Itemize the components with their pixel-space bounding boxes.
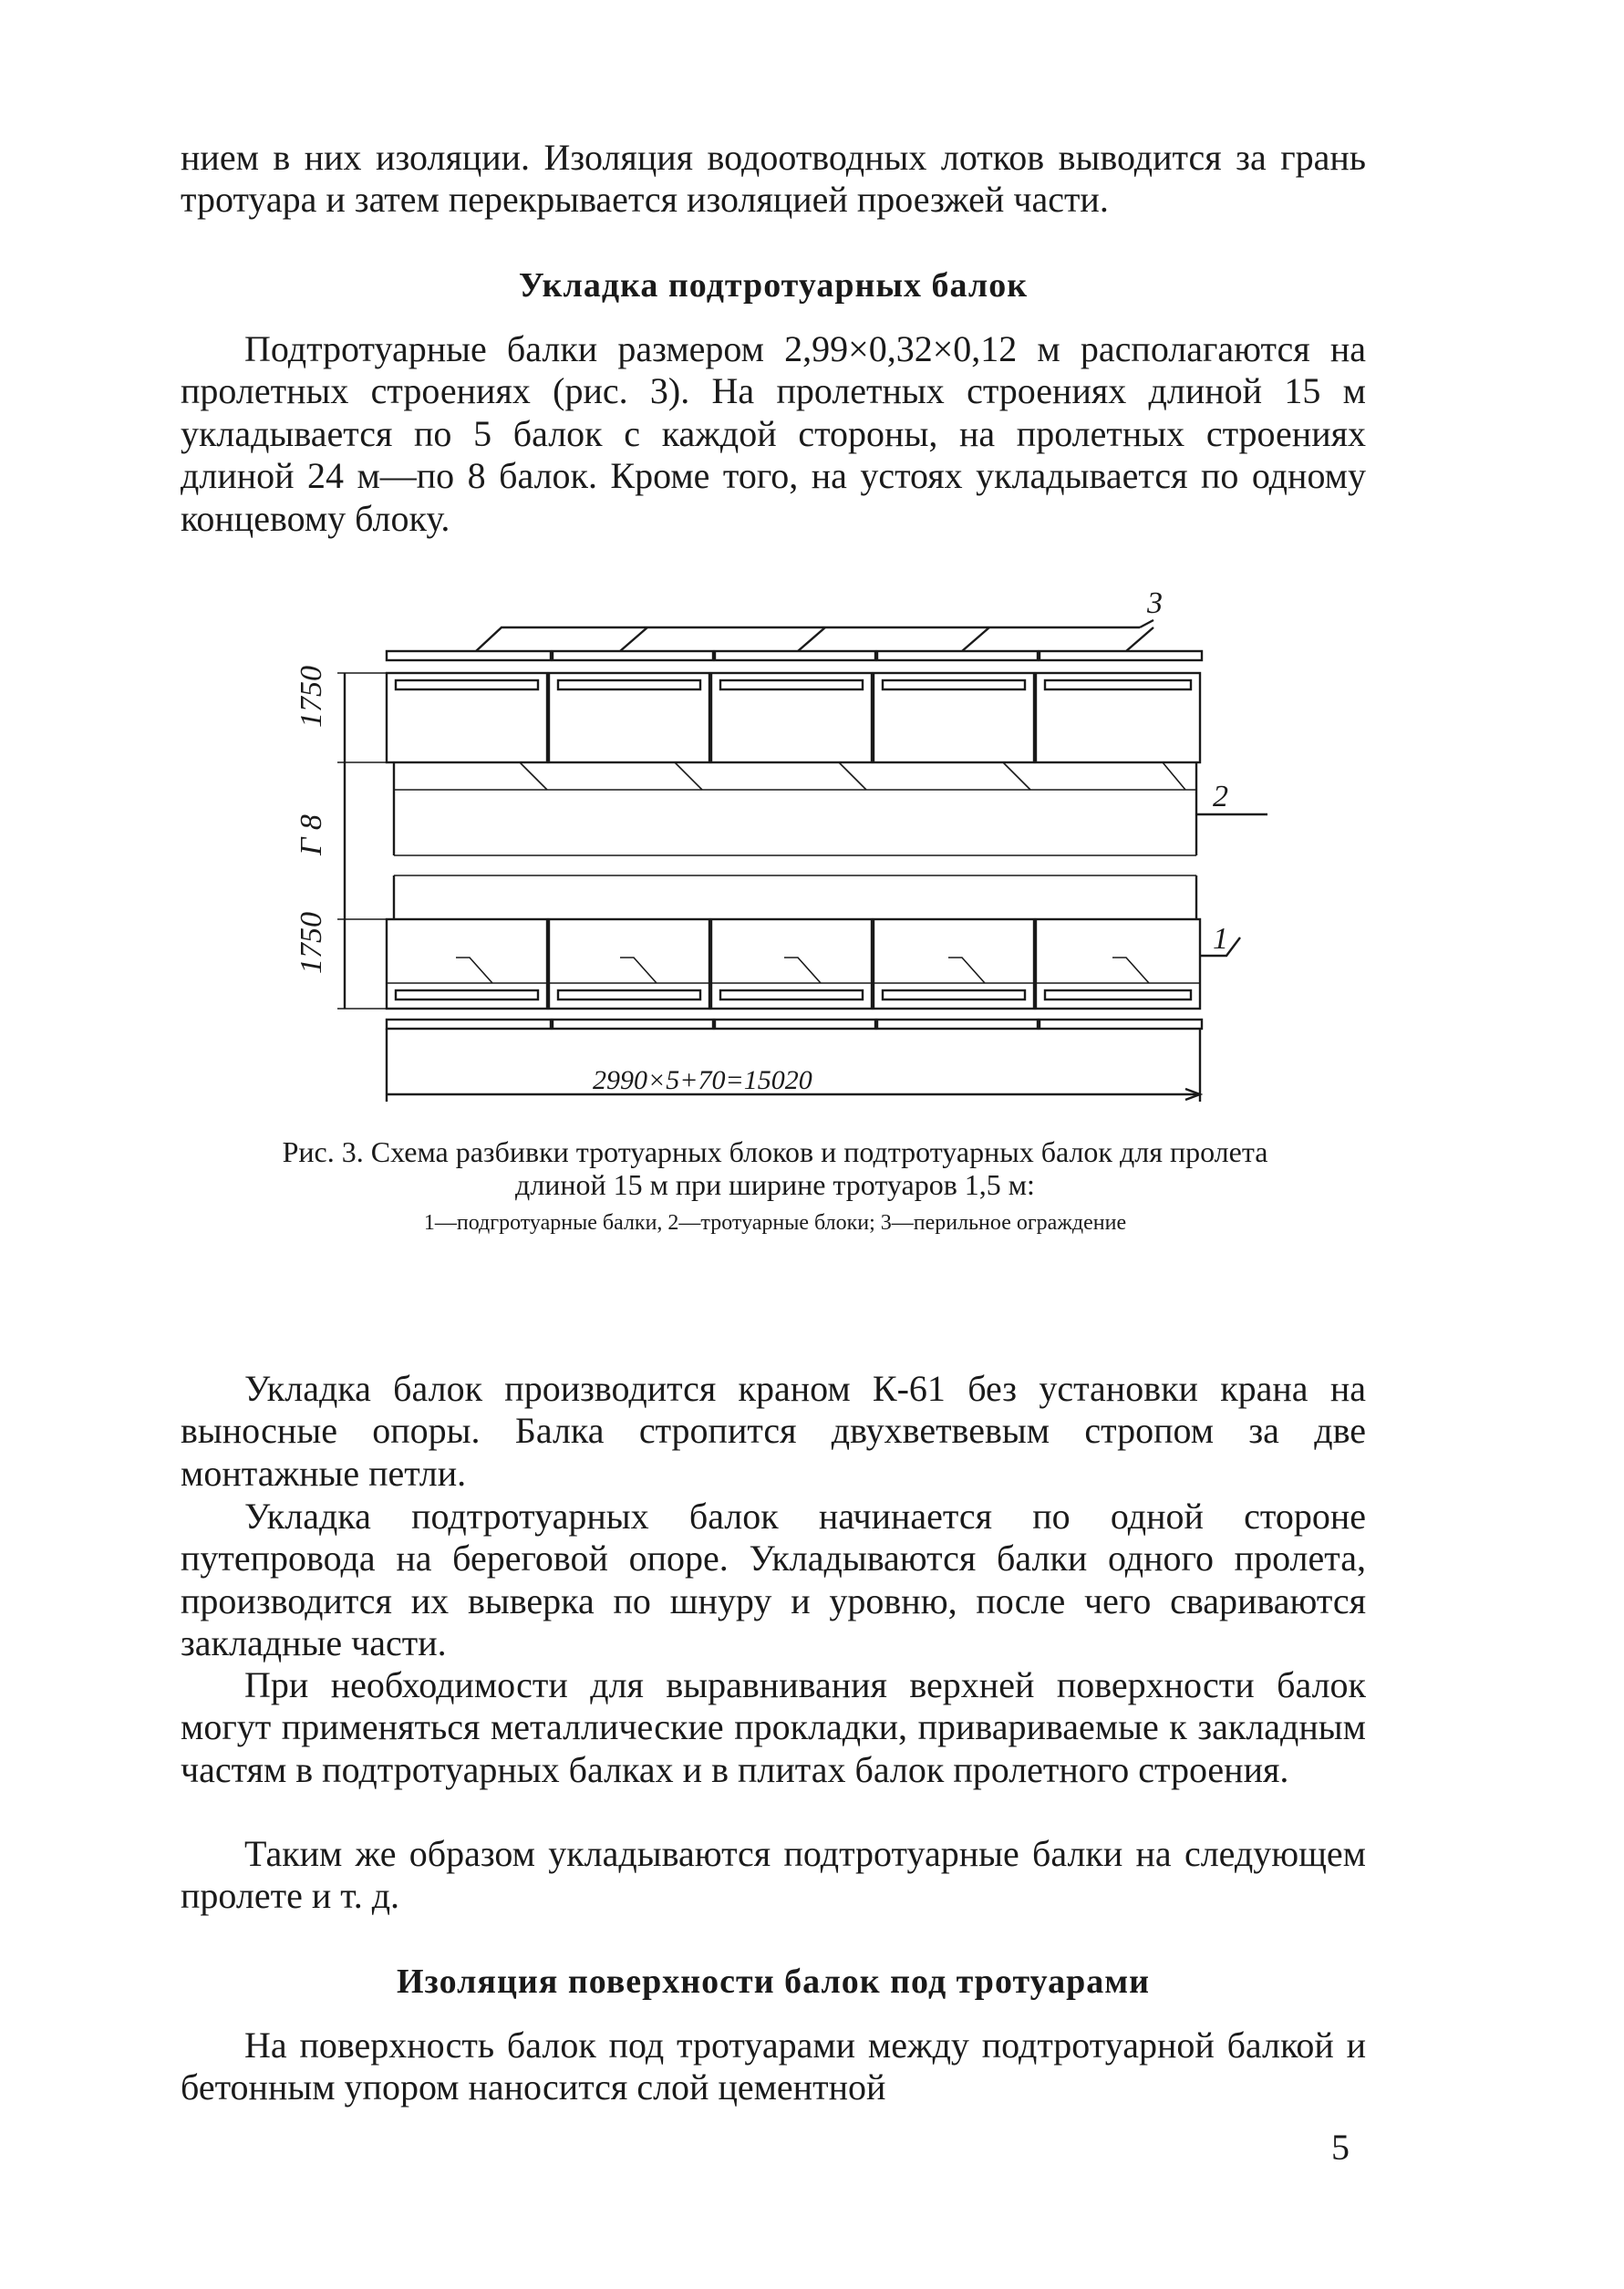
railing-strip-top bbox=[1040, 651, 1202, 660]
figure-caption-legend: 1—подгротуарные балки, 2—тротуарные блоки; 3—перильное ограждение bbox=[423, 1211, 1127, 1235]
figure-callout-3: 3 bbox=[1147, 591, 1163, 620]
railing-strip-top bbox=[715, 651, 875, 660]
paragraph-next-span: Таким же образом укладываются подтротуарные балки на следующем пролете и т. д. bbox=[181, 1833, 1366, 1917]
sidewalk-block-top bbox=[711, 673, 872, 762]
paragraph-insulation: На поверхность балок под тротуарами между подтротуарной балкой и бетонным упором наносится слой цементной bbox=[181, 2025, 1366, 2108]
paragraph-shims: При необходимости для выравнивания верхней поверхности балок могут применяться металлические прокладки, привариваемые к закладным частям в подтротуарных балках и в плитах балок пролетного строения. bbox=[181, 1664, 1366, 1790]
paragraph-beam-dimensions: Подтротуарные балки размером 2,99×0,32×0,12 м располагаются на пролетных строениях (рис. 3). На пролетных строениях длиной 15 м укладывается по 5 балок с каждой стороны, на пролетных строениях длиной 24 м—по 8 балок. Кроме того, на устоях укладывается по одному концевому блоку. bbox=[181, 328, 1366, 539]
railing-strip-top bbox=[877, 651, 1038, 660]
railing-strip-bottom bbox=[387, 1020, 551, 1029]
sidewalk-block-top bbox=[549, 673, 709, 762]
sidewalk-block-top bbox=[387, 673, 547, 762]
sidewalk-block-bottom bbox=[711, 919, 872, 1009]
sidewalk-block-bottom bbox=[1036, 919, 1200, 1009]
figure-caption-title: Рис. 3. Схема разбивки тротуарных блоков и подтротуарных балок для пролета длиной 15 м при ширине тротуаров 1,5 м: bbox=[282, 1135, 1268, 1201]
figure-dim-length: 2990×5+70=15020 bbox=[593, 1065, 812, 1095]
railing-strip-bottom bbox=[877, 1020, 1038, 1029]
railing-strip-bottom bbox=[1040, 1020, 1202, 1029]
sidewalk-block-bottom bbox=[549, 919, 709, 1009]
figure-dim-top: 1750 bbox=[295, 666, 328, 728]
page-number: 5 bbox=[1331, 2127, 1350, 2168]
paragraph-crane: Укладка балок производится краном К-61 без установки крана на выносные опоры. Балка стропится двухветвевым стропом за две монтажные петли. bbox=[181, 1368, 1366, 1494]
sidewalk-block-top bbox=[874, 673, 1034, 762]
railing-strip-bottom bbox=[715, 1020, 875, 1029]
sidewalk-block-bottom bbox=[387, 919, 547, 1009]
railing-strip-top bbox=[387, 651, 551, 660]
figure-dim-middle: Г 8 bbox=[295, 814, 328, 855]
carriageway-outline bbox=[394, 762, 1196, 919]
sidewalk-block-bottom bbox=[874, 919, 1034, 1009]
figure-dim-bottom: 1750 bbox=[295, 912, 328, 974]
paragraph-continuation: нием в них изоляции. Изоляция водоотводных лотков выводится за грань тротуара и затем перекрывается изоляцией проезжей части. bbox=[181, 137, 1366, 221]
figure-caption bbox=[274, 1135, 1277, 1236]
figure-sidewalk-layout-diagram bbox=[274, 591, 1277, 1120]
paragraph-laying-order: Укладка подтротуарных балок начинается по одной стороне путепровода на береговой опоре. Укладываются балки одного пролета, производится их выверка по шнуру и уровню, после чего свариваются закладные части. bbox=[181, 1496, 1366, 1664]
section-heading-beam-laying: Укладка подтротуарных балок bbox=[518, 266, 1029, 305]
sidewalk-block-top bbox=[1036, 673, 1200, 762]
figure-callout-1: 1 bbox=[1213, 922, 1228, 956]
railing-strip-top bbox=[553, 651, 713, 660]
section-heading-insulation: Изоляция поверхности балок под тротуарами bbox=[396, 1963, 1151, 2001]
railing-strip-bottom bbox=[553, 1020, 713, 1029]
figure-callout-2: 2 bbox=[1213, 780, 1228, 813]
